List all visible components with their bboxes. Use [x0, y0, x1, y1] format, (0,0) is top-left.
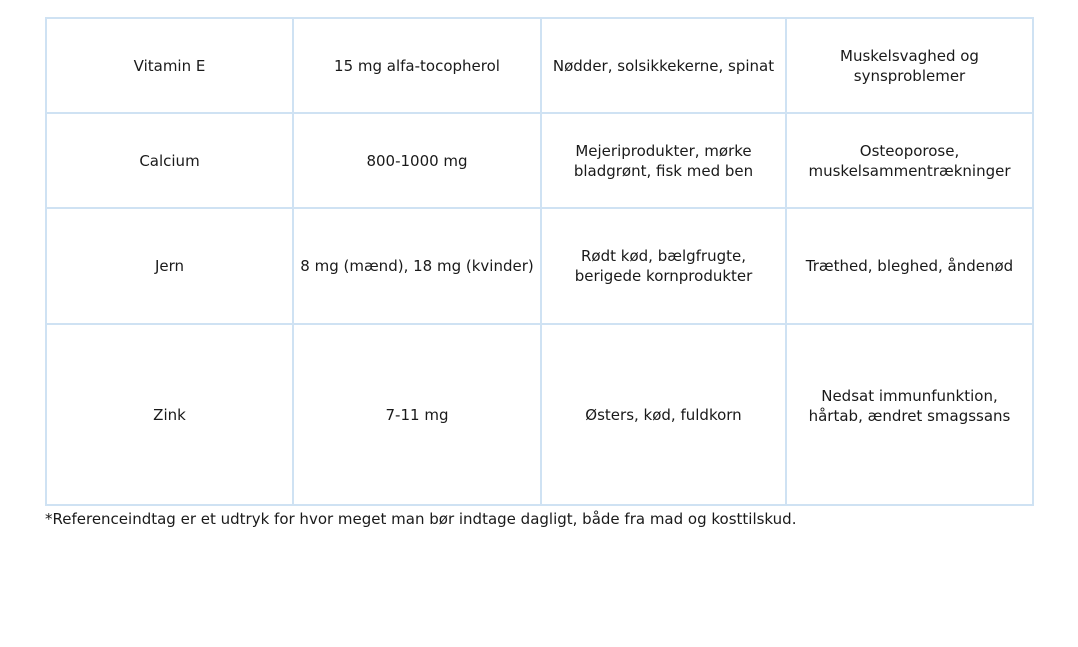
- nutrient-cell: Jern: [46, 208, 293, 324]
- intake-cell: 800-1000 mg: [293, 113, 541, 208]
- deficiency-cell: Nedsat immunfunktion, hårtab, ændret smagssans: [786, 324, 1033, 505]
- deficiency-cell: Træthed, bleghed, åndenød: [786, 208, 1033, 324]
- sources-cell: Nødder, solsikkekerne, spinat: [541, 18, 786, 113]
- nutrient-cell: Zink: [46, 324, 293, 505]
- sources-cell: Østers, kød, fuldkorn: [541, 324, 786, 505]
- footnote: *Referenceindtag er et udtryk for hvor meget man bør indtage dagligt, både fra mad og kosttilskud.: [45, 510, 797, 528]
- intake-cell: 8 mg (mænd), 18 mg (kvinder): [293, 208, 541, 324]
- nutrient-table: [45, 17, 1034, 506]
- deficiency-cell: Muskelsvaghed og synsproblemer: [786, 18, 1033, 113]
- sources-cell: Mejeriprodukter, mørke bladgrønt, fisk med ben: [541, 113, 786, 208]
- table-row: [46, 18, 1033, 113]
- intake-cell: 15 mg alfa-tocopherol: [293, 18, 541, 113]
- nutrient-cell: Calcium: [46, 113, 293, 208]
- sources-cell: Rødt kød, bælgfrugte, berigede kornprodukter: [541, 208, 786, 324]
- nutrient-table-container: [45, 17, 1032, 506]
- table-row: [46, 324, 1033, 505]
- table-row: [46, 113, 1033, 208]
- table-row: [46, 208, 1033, 324]
- intake-cell: 7-11 mg: [293, 324, 541, 505]
- nutrient-cell: Vitamin E: [46, 18, 293, 113]
- deficiency-cell: Osteoporose, muskelsammentrækninger: [786, 113, 1033, 208]
